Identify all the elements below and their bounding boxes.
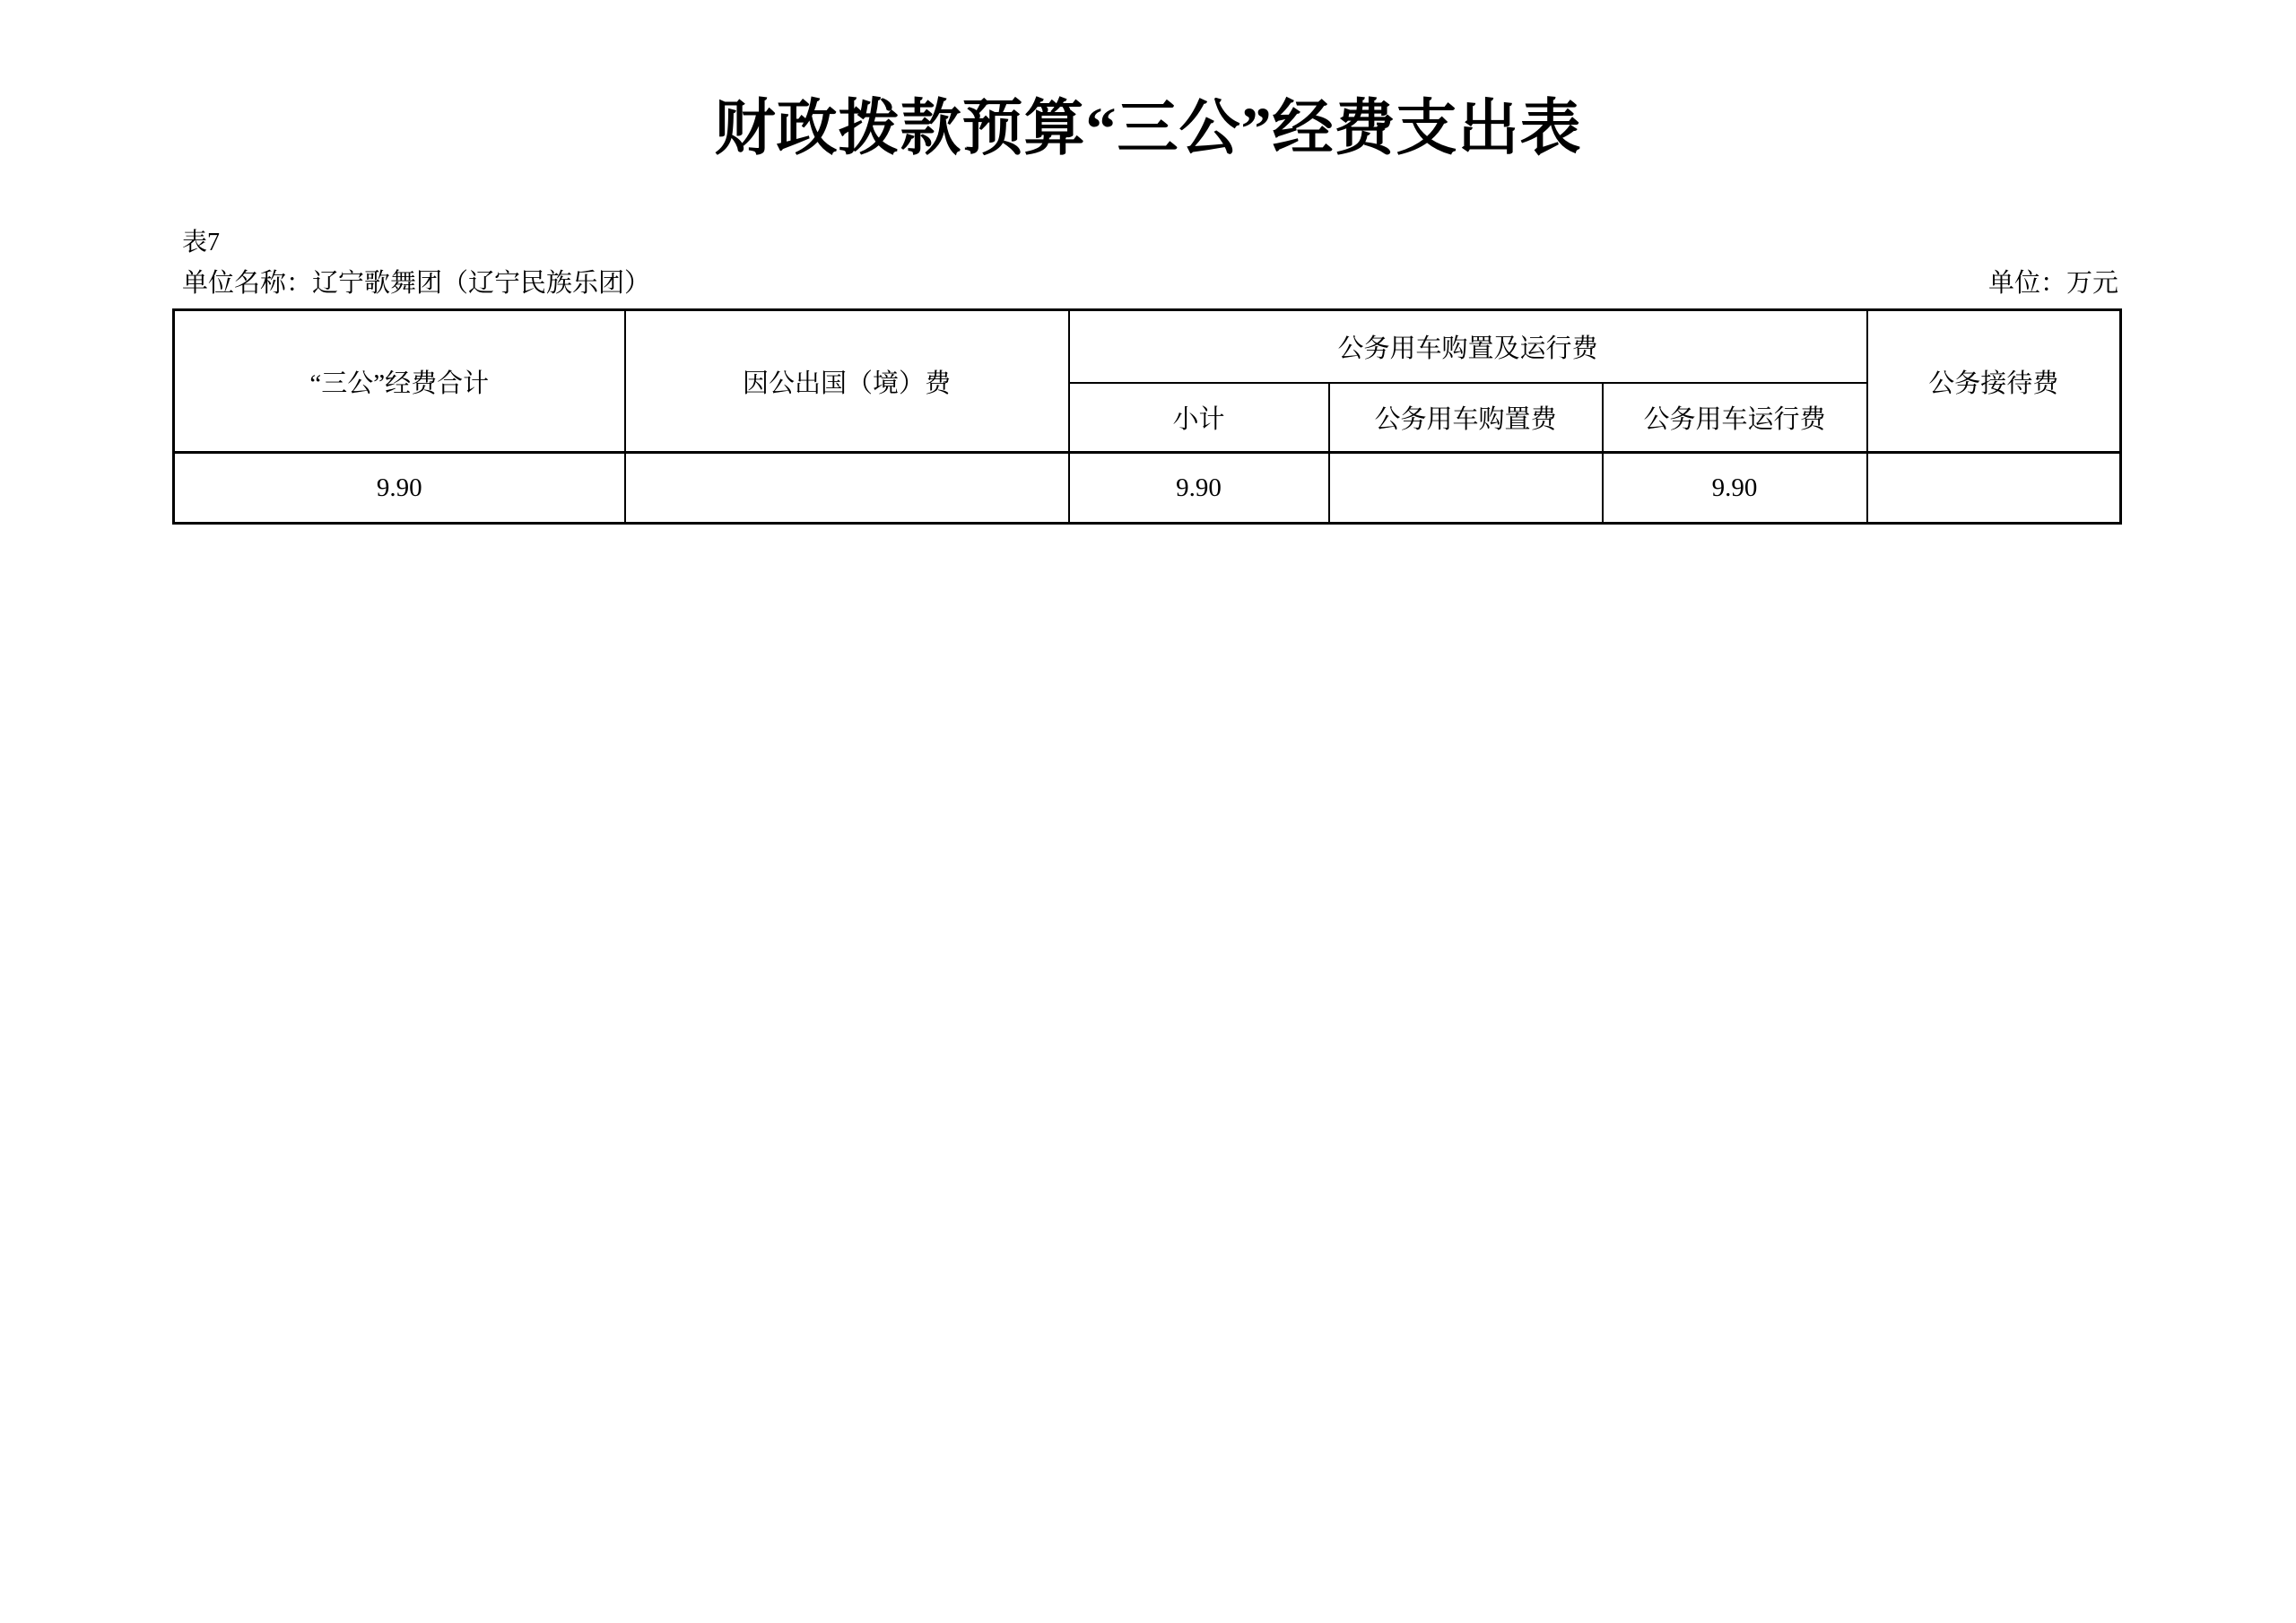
header-cell-vehicle-subtotal: 小计 [1069,383,1329,453]
data-cell-abroad [625,453,1069,524]
data-cell-total: 9.90 [174,453,625,524]
data-cell-reception [1867,453,2121,524]
currency-unit-label: 单位：万元 [1987,269,2118,298]
three-public-expense-table [172,308,2122,525]
header-row-group [174,310,2121,383]
header-cell-vehicle-operation: 公务用车运行费 [1603,383,1867,453]
unit-name-label: 单位名称：辽宁歌舞团（辽宁民族乐团） [182,269,651,298]
data-cell-vehicle-operation: 9.90 [1603,453,1867,524]
header-cell-total: “三公”经费合计 [174,310,625,453]
header-cell-abroad: 因公出国（境）费 [625,310,1069,453]
table-number-label: 表7 [182,229,221,256]
header-cell-vehicle-purchase: 公务用车购置费 [1329,383,1603,453]
header-cell-vehicle-group: 公务用车购置及运行费 [1069,310,1867,383]
meta-row [182,268,2118,299]
header-cell-reception: 公务接待费 [1867,310,2121,453]
data-cell-vehicle-purchase [1329,453,1603,524]
data-cell-vehicle-subtotal: 9.90 [1069,453,1329,524]
page-title: 财政拨款预算“三公”经费支出表 [714,94,1582,162]
table-row [174,453,2121,524]
